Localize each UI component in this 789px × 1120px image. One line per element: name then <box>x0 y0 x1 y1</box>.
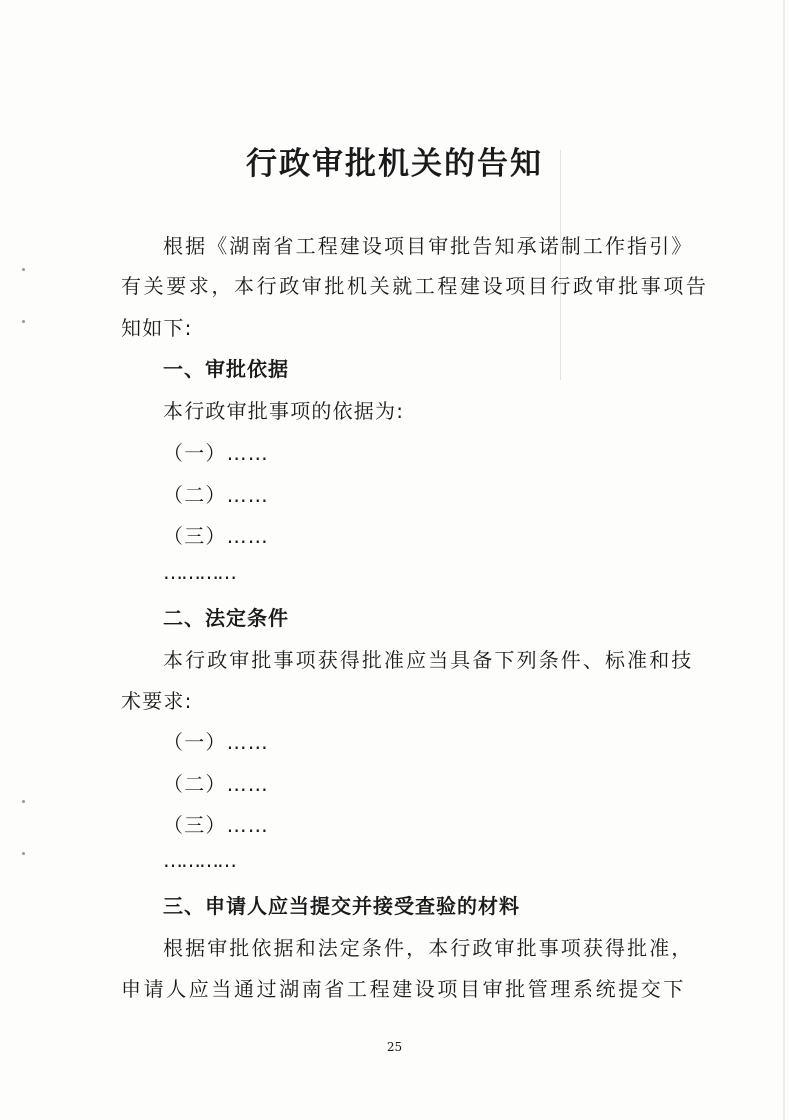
section-heading-materials: 三、申请人应当提交并接受查验的材料 <box>163 894 520 918</box>
section3-text-line-1: 根据审批依据和法定条件，本行政审批事项获得批准， <box>163 936 694 960</box>
section1-item-1: （一）…… <box>163 441 269 465</box>
scan-dot <box>22 320 25 323</box>
section2-text-line-1: 本行政审批事项获得批准应当具备下列条件、标准和技 <box>163 648 694 672</box>
scan-dot <box>22 268 25 271</box>
page-title: 行政审批机关的告知 <box>246 146 543 182</box>
intro-line-2: 有关要求，本行政审批机关就工程建设项目行政审批事项告 <box>121 274 709 298</box>
section1-item-2: （二）…… <box>163 483 269 507</box>
section2-item-2: （二）…… <box>163 772 269 796</box>
scan-fold-mark <box>560 150 561 380</box>
section2-ellipsis: ………… <box>163 848 235 872</box>
section3-text-line-2: 申请人应当通过湖南省工程建设项目审批管理系统提交下 <box>121 977 686 1001</box>
section2-text-line-2: 术要求: <box>121 689 193 713</box>
section-heading-legal-conditions: 二、法定条件 <box>163 606 289 630</box>
section-heading-approval-basis: 一、审批依据 <box>163 357 289 381</box>
intro-line-1: 根据《湖南省工程建设项目审批告知承诺制工作指引》 <box>163 234 694 258</box>
intro-line-3: 知如下: <box>121 316 193 340</box>
section2-item-3: （三）…… <box>163 813 269 837</box>
page-number: 25 <box>386 1040 403 1054</box>
scan-dot <box>22 800 25 803</box>
section1-item-3: （三）…… <box>163 524 269 548</box>
section1-ellipsis: ………… <box>163 560 235 584</box>
scan-dot <box>22 852 25 855</box>
section1-text: 本行政审批事项的依据为: <box>163 399 405 423</box>
section2-item-1: （一）…… <box>163 730 269 754</box>
